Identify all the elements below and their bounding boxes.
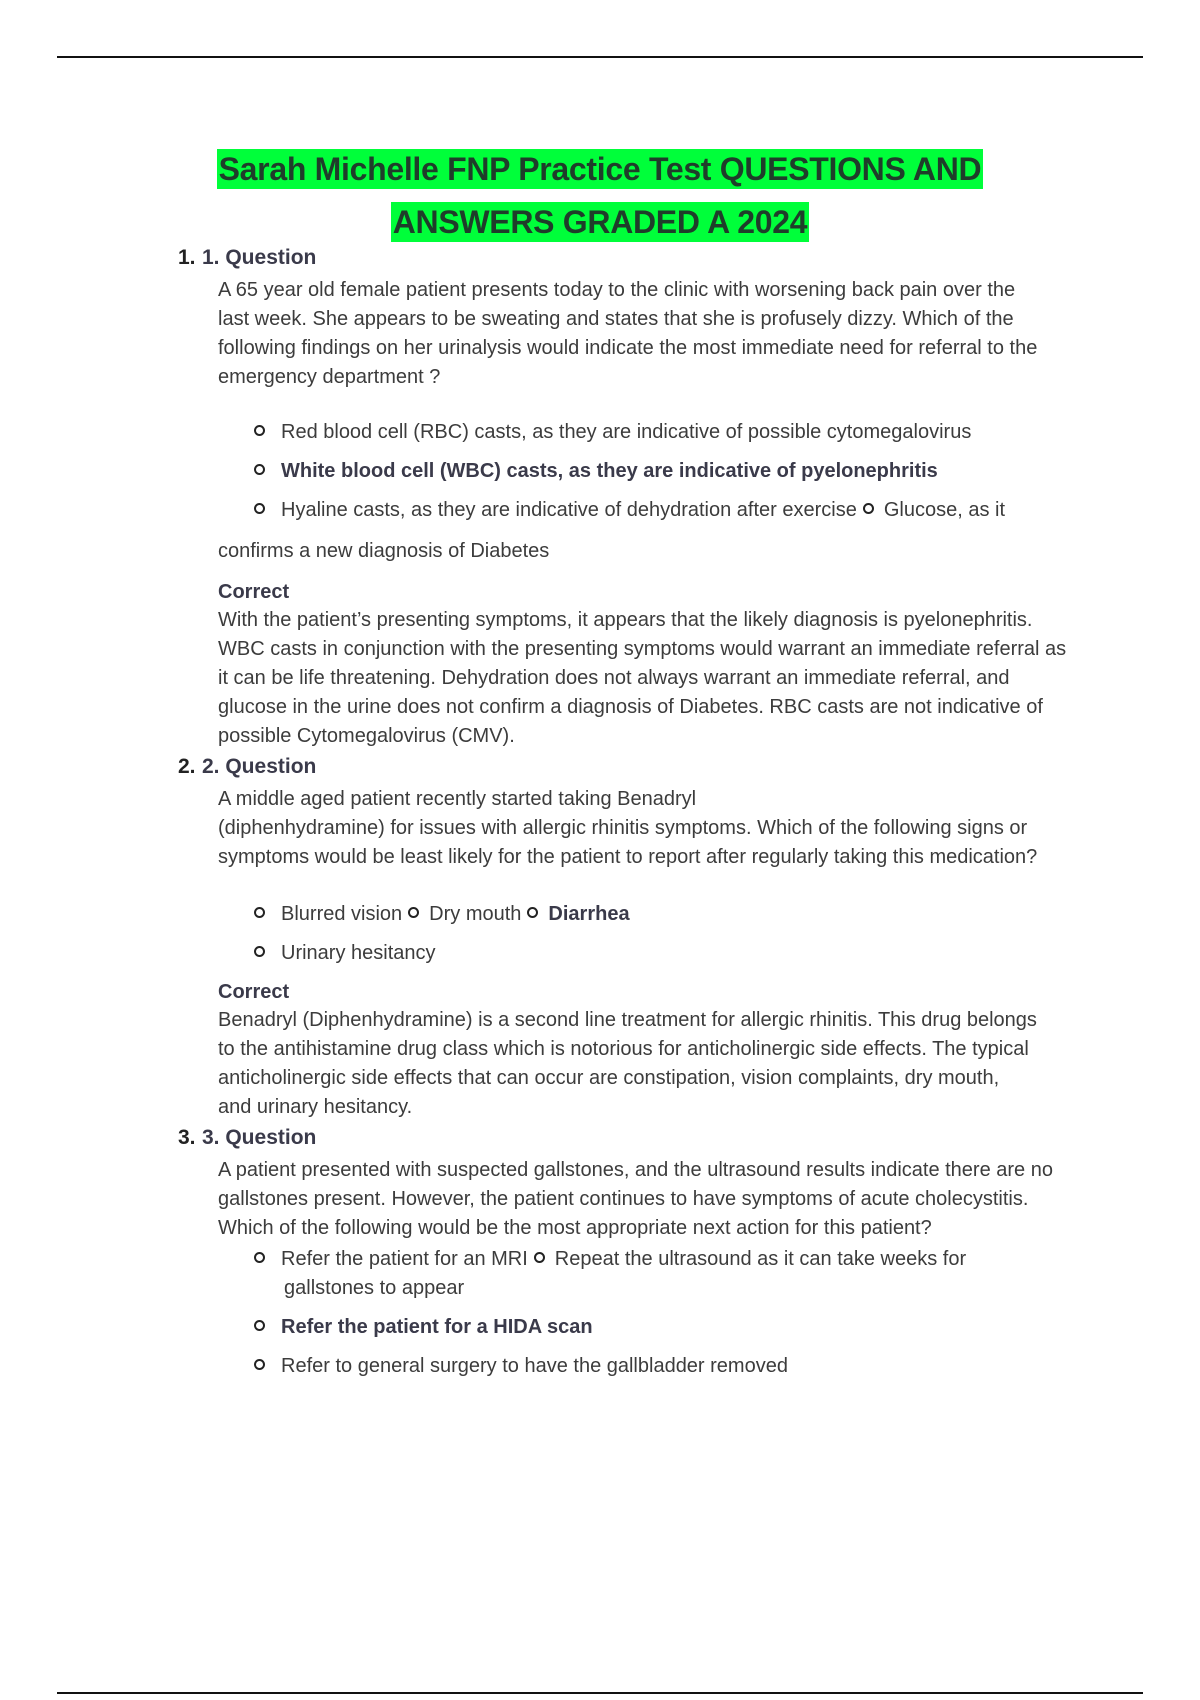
- bullet-icon: [254, 1359, 265, 1370]
- question-stem: A middle aged patient recently started taking Benadryl (diphenhydramine) for issues with allergic rhinitis symptoms. Which of the following signs or symptoms would be least likely for the patient to report after regularly taking this medication?: [218, 788, 1038, 868]
- question-number: 3.: [178, 1126, 196, 1149]
- option-list: [254, 1313, 1098, 1381]
- bullet-icon: [254, 425, 265, 436]
- answer-explanation: With the patient’s presenting symptoms, it appears that the likely diagnosis is pyelonephritis. WBC casts in conjunction with the presenting symptoms would warrant an immediate referral as it can be life threatening. Dehydration does not always warrant an immediate referral, and glucose in the urine does not confirm a diagnosis of Diabetes. RBC casts are not indicative of possible Cytomegalovirus (CMV).: [218, 609, 1067, 747]
- option-item: Blurred vision Dry mouth Diarrhea: [254, 900, 1098, 929]
- question-list: [178, 244, 1098, 1381]
- bullet-icon: [254, 946, 265, 957]
- question-heading: 3. Question: [202, 1126, 317, 1149]
- correct-label: Correct: [218, 981, 290, 1003]
- question-number: 2.: [178, 755, 196, 778]
- bullet-icon: [534, 1252, 545, 1263]
- question-1: [178, 244, 1098, 751]
- option-item: Refer to general surgery to have the gallbladder removed: [254, 1352, 1098, 1381]
- option-list: [254, 418, 1098, 525]
- document-title: [0, 146, 1200, 252]
- bullet-icon: [254, 503, 265, 514]
- question-stem: A 65 year old female patient presents today to the clinic with worsening back pain over the last week. She appears to be sweating and states that she is profusely dizzy. Which of the following findings on her urinalysis would indicate the most immediate need for referral to the emergency department ?: [218, 279, 1038, 388]
- question-heading: 2. Question: [202, 755, 317, 778]
- question-2: [178, 753, 1098, 1122]
- bullet-icon: [254, 1252, 265, 1263]
- title-line-2: ANSWERS GRADED A 2024: [392, 204, 808, 240]
- bullet-icon: [863, 503, 874, 514]
- footer-rule: [57, 1692, 1143, 1694]
- option-list: [254, 900, 1098, 968]
- option-item-correct: White blood cell (WBC) casts, as they are indicative of pyelonephritis: [254, 457, 1098, 486]
- bullet-icon: [254, 1320, 265, 1331]
- question-number: 1.: [178, 246, 196, 269]
- question-3: [178, 1124, 1098, 1381]
- option-item: Hyaline casts, as they are indicative of dehydration after exercise Glucose, as it: [254, 496, 1098, 525]
- bullet-icon: [408, 907, 419, 918]
- option-continuation: gallstones to appear: [284, 1277, 465, 1299]
- header-rule: [57, 56, 1143, 58]
- answer-explanation: Benadryl (Diphenhydramine) is a second line treatment for allergic rhinitis. This drug belongs to the antihistamine drug class which is notorious for anticholinergic side effects. The typical anticholinergic side effects that can occur are constipation, vision complaints, dry mouth, and urinary hesitancy.: [218, 1009, 1037, 1118]
- option-item: Urinary hesitancy: [254, 939, 1098, 968]
- title-line-1: Sarah Michelle FNP Practice Test QUESTIONS AND: [218, 151, 982, 187]
- question-heading: 1. Question: [202, 246, 317, 269]
- option-item: Red blood cell (RBC) casts, as they are indicative of possible cytomegalovirus: [254, 418, 1098, 447]
- bullet-icon: [527, 907, 538, 918]
- option-item-correct: Refer the patient for a HIDA scan: [254, 1313, 1098, 1342]
- correct-label: Correct: [218, 581, 290, 603]
- option-continuation: confirms a new diagnosis of Diabetes: [218, 540, 550, 562]
- bullet-icon: [254, 464, 265, 475]
- bullet-icon: [254, 907, 265, 918]
- question-stem: A patient presented with suspected gallstones, and the ultrasound results indicate there are no gallstones present. However, the patient continues to have symptoms of acute cholecystitis. Which of the following would be the most appropriate next action for this patient?: [218, 1159, 1053, 1239]
- option-list: [254, 1245, 1098, 1274]
- option-item: Refer the patient for an MRI Repeat the ultrasound as it can take weeks for: [254, 1245, 1098, 1274]
